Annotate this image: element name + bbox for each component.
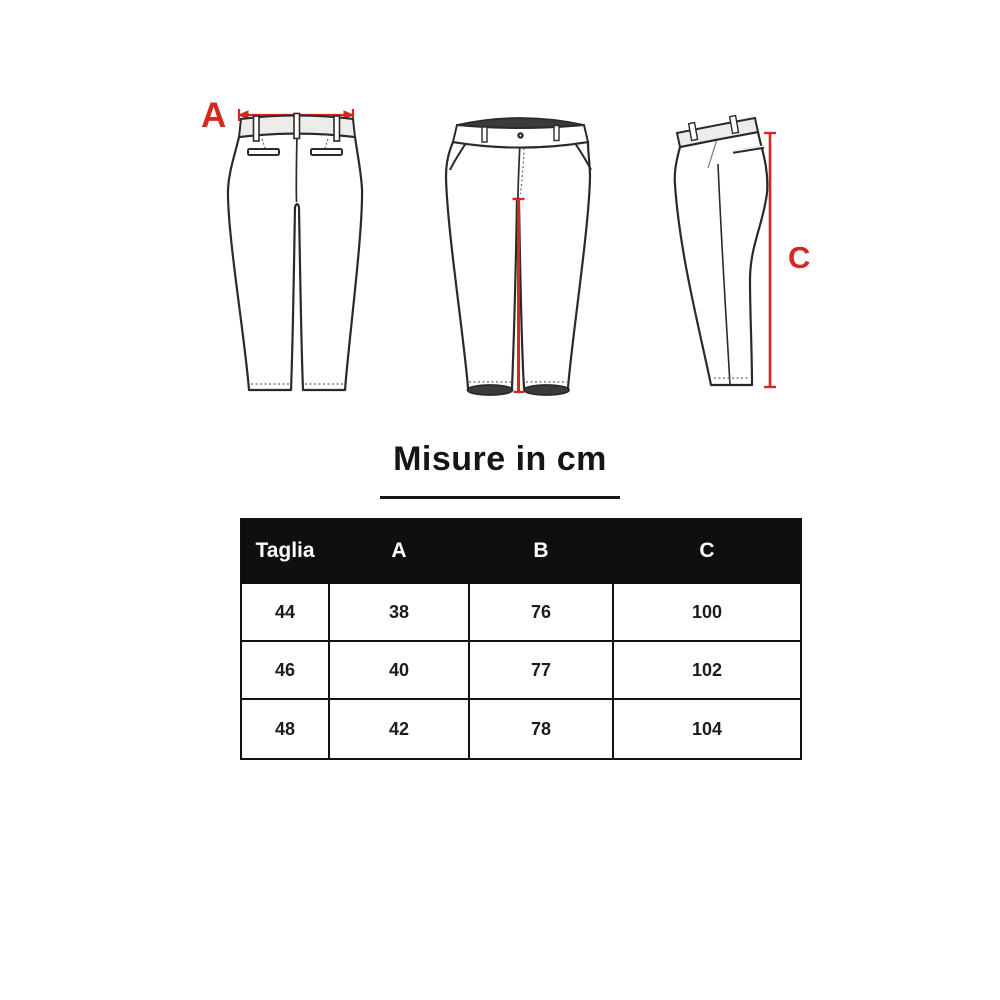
hem-opening: [468, 385, 513, 395]
pants-front-view-drawing: [438, 104, 603, 404]
pants-back-body: [228, 134, 362, 391]
table-cell: 100: [614, 584, 800, 642]
size-table-header-b: B: [470, 520, 614, 584]
back-pocket: [311, 149, 342, 155]
pants-back-view-drawing: [215, 103, 375, 408]
table-cell-size: 48: [242, 700, 330, 758]
table-cell: 42: [330, 700, 470, 758]
pants-side-view-drawing: [662, 106, 792, 398]
measure-label-a: A: [201, 96, 227, 135]
section-title: Misure in cm: [393, 440, 607, 478]
belt-loop: [482, 127, 487, 142]
back-pocket: [248, 149, 279, 155]
hem-opening: [524, 385, 569, 395]
belt-loop: [294, 114, 300, 139]
table-cell: 78: [470, 700, 614, 758]
size-table-header-c: C: [614, 520, 800, 584]
pants-side-body: [675, 132, 768, 385]
table-cell: 40: [330, 642, 470, 700]
table-cell: 38: [330, 584, 470, 642]
belt-loop: [334, 116, 340, 141]
size-table-header-a: A: [330, 520, 470, 584]
table-cell-size: 44: [242, 584, 330, 642]
size-table: [240, 518, 802, 760]
table-cell: 77: [470, 642, 614, 700]
measure-label-c: C: [788, 240, 811, 275]
table-cell-size: 46: [242, 642, 330, 700]
title-underline: [380, 496, 620, 499]
size-table-header-taglia: Taglia: [242, 520, 330, 584]
belt-loop: [254, 116, 260, 141]
table-cell: 104: [691, 718, 723, 739]
belt-loop: [554, 126, 559, 141]
table-cell: 76: [470, 584, 614, 642]
table-cell: 102: [614, 642, 800, 700]
